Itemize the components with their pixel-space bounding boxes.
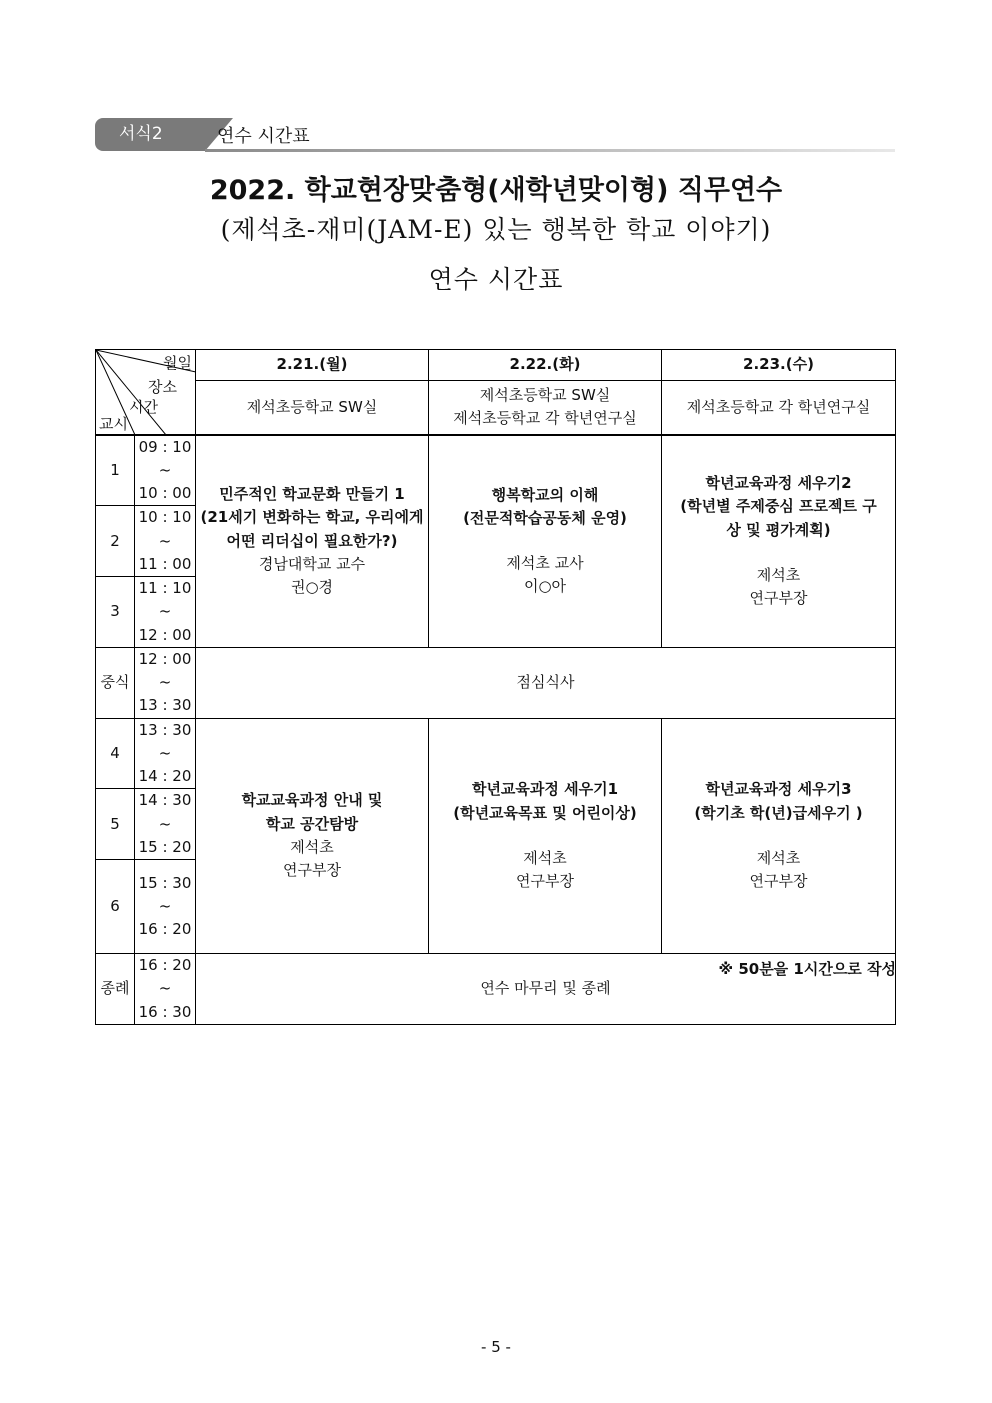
session-detail: (전문적학습공동체 운영) — [463, 508, 627, 527]
period-label: 2 — [96, 506, 135, 577]
page-number: - 5 - — [481, 1338, 511, 1356]
corner-label-time: 시간 — [129, 398, 158, 416]
time-tilde: ~ — [158, 602, 172, 621]
session-speaker: 제석초 — [756, 848, 801, 867]
session-detail: (학년별 주제중심 프로젝트 구 — [680, 497, 877, 516]
time-end: 16 : 20 — [138, 920, 192, 939]
date-header: 2.23.(수) — [662, 350, 896, 381]
section-title: 연수 시간표 — [428, 265, 564, 294]
session-detail: (학기초 학(년)급세우기 ) — [694, 803, 863, 822]
time-tilde: ~ — [158, 896, 172, 915]
time-start: 16 : 20 — [138, 956, 192, 974]
period-label: 5 — [96, 789, 135, 860]
session-speaker: 제석초 — [756, 565, 801, 584]
time-start: 10 : 10 — [138, 508, 192, 527]
time-cell — [135, 954, 196, 1025]
session-cell — [662, 718, 896, 954]
time-cell — [135, 647, 196, 718]
session-title: 행복학교의 이해 — [491, 485, 599, 504]
time-end: 13 : 30 — [138, 696, 192, 715]
date-header: 2.21.(월) — [196, 350, 429, 381]
session-detail: (21세기 변화하는 학교, 우리에게 — [200, 508, 424, 527]
corner-cell — [96, 350, 196, 435]
form-tag: 서식2 — [95, 118, 205, 151]
session-detail: 상 및 평가계획) — [726, 520, 831, 539]
time-cell — [135, 506, 196, 577]
corner-label-period: 교시 — [99, 415, 128, 433]
session-speaker-name: 권○경 — [290, 578, 334, 596]
session-speaker-name: 연구부장 — [516, 872, 574, 890]
table-row — [96, 435, 896, 506]
spacer — [429, 825, 661, 847]
session-detail: (학년교육목표 및 어린이상) — [453, 803, 637, 822]
session-speaker-name: 연구부장 — [749, 872, 808, 890]
place-cell: 제석초등학교 SW실 — [196, 381, 429, 435]
lunch-cell: 점심식사 — [196, 647, 896, 718]
time-end: 16 : 30 — [138, 1002, 192, 1021]
page-title: 2022. 학교현장맞춤형(새학년맞이형) 직무연수 — [209, 175, 783, 206]
time-end: 14 : 20 — [138, 767, 192, 785]
time-cell — [135, 435, 196, 506]
time-tilde: ~ — [158, 460, 172, 479]
form-header — [95, 118, 895, 152]
closing-cell: 연수 마무리 및 종례 — [196, 954, 896, 1025]
spacer — [662, 542, 895, 564]
time-tilde: ~ — [158, 814, 172, 833]
session-speaker: 제석초 — [523, 848, 567, 867]
time-cell — [135, 860, 196, 954]
period-label: 1 — [96, 435, 135, 506]
time-start: 12 : 00 — [138, 649, 192, 668]
session-speaker-name: 연구부장 — [283, 861, 341, 879]
place-line: 제석초등학교 SW실 — [479, 386, 611, 404]
time-start: 13 : 30 — [138, 720, 192, 739]
time-cell — [135, 577, 196, 648]
table-row — [96, 381, 896, 435]
session-title: 학년교육과정 세우기3 — [705, 780, 852, 799]
session-speaker: 경남대학교 교수 — [258, 554, 366, 573]
footnote: ※ 50분을 1시간으로 작성 — [718, 960, 896, 978]
spacer — [429, 530, 661, 552]
session-title: 학년교육과정 세우기2 — [705, 474, 852, 492]
time-cell — [135, 718, 196, 789]
time-end: 11 : 00 — [138, 554, 192, 573]
time-start: 15 : 30 — [138, 873, 192, 892]
period-label: 6 — [96, 860, 135, 954]
time-tilde: ~ — [158, 743, 172, 762]
session-speaker: 제석초 교사 — [506, 554, 584, 573]
session-title: 민주적인 학교문화 만들기 1 — [219, 485, 405, 503]
time-end: 12 : 00 — [138, 625, 192, 644]
session-title: 학년교육과정 세우기1 — [471, 780, 619, 799]
time-start: 11 : 10 — [138, 579, 192, 597]
period-label: 3 — [96, 577, 135, 648]
time-tilde: ~ — [158, 673, 172, 691]
place-line: 제석초등학교 각 학년연구실 — [453, 409, 637, 428]
session-detail: 학교 공간탐방 — [265, 814, 359, 833]
period-label: 종례 — [96, 954, 135, 1025]
spacer — [662, 825, 895, 847]
time-start: 14 : 30 — [138, 791, 192, 810]
session-speaker: 제석초 — [290, 837, 334, 856]
period-label: 중식 — [96, 647, 135, 718]
page-subtitle: (제석초-재미(JAM-E) 있는 행복한 학교 이야기) — [220, 215, 772, 244]
place-cell — [429, 381, 662, 435]
table-row — [96, 350, 896, 381]
date-header: 2.22.(화) — [429, 350, 662, 381]
schedule-table — [95, 349, 896, 1025]
corner-label-place: 장소 — [148, 378, 177, 396]
time-cell — [135, 789, 196, 860]
time-start: 09 : 10 — [138, 437, 192, 456]
session-detail: 어떤 리더십이 필요한가?) — [226, 531, 398, 550]
time-end: 15 : 20 — [138, 837, 192, 856]
session-cell — [429, 435, 662, 648]
table-row — [96, 718, 896, 789]
time-tilde: ~ — [158, 531, 172, 550]
table-row — [96, 647, 896, 718]
session-title: 학교교육과정 안내 및 — [241, 791, 383, 810]
session-cell — [196, 718, 429, 954]
header-divider — [205, 149, 895, 152]
corner-label-date: 월일 — [163, 354, 192, 372]
session-speaker-name: 이○아 — [523, 577, 567, 596]
time-tilde: ~ — [158, 979, 172, 998]
session-cell — [662, 435, 896, 648]
session-cell — [429, 718, 662, 954]
session-speaker-name: 연구부장 — [749, 589, 808, 607]
form-title: 연수 시간표 — [217, 126, 310, 147]
session-cell — [196, 435, 429, 648]
time-end: 10 : 00 — [138, 484, 192, 502]
place-cell: 제석초등학교 각 학년연구실 — [662, 381, 896, 435]
period-label: 4 — [96, 718, 135, 789]
